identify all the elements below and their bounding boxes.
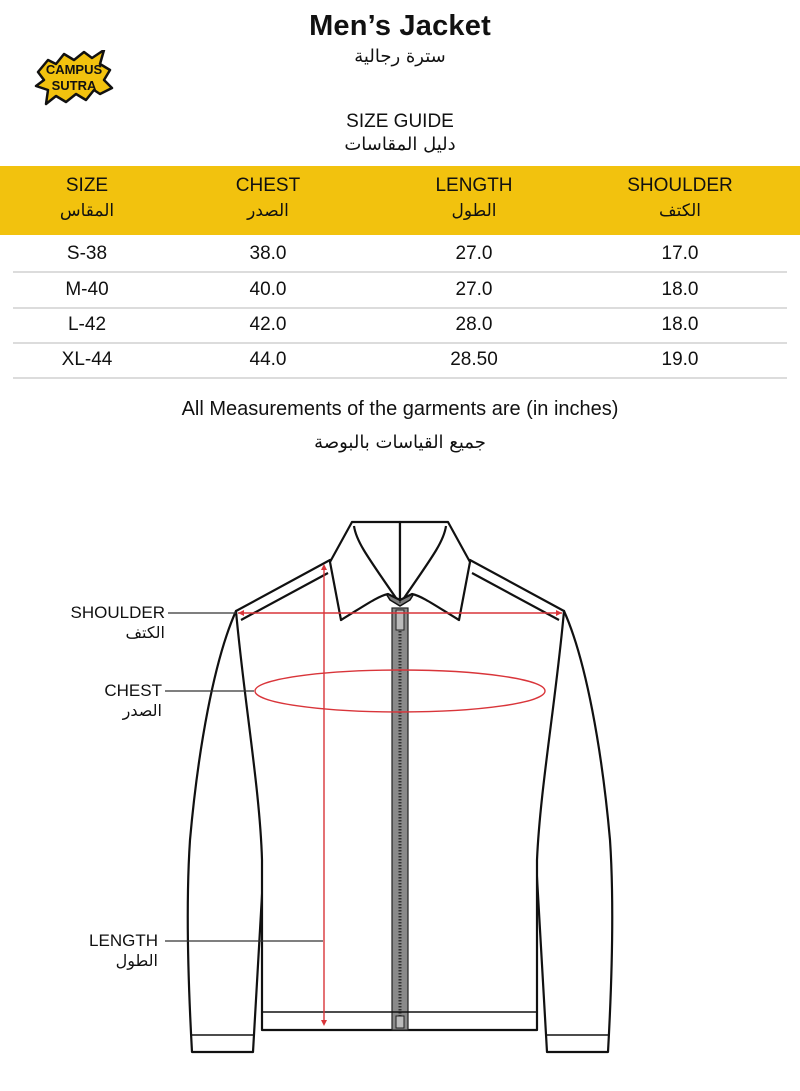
cell-chest: 38.0 [249,243,287,264]
measurement-note-arabic: جميع القياسات بالبوصة [314,432,486,453]
chest-label: CHEST الصدر [104,681,162,720]
table-row [13,343,787,379]
svg-text:SUTRA: SUTRA [51,78,97,93]
cell-shoulder: 19.0 [661,349,699,370]
length-label: LENGTH الطول [89,931,158,970]
page-title-arabic: سترة رجالية [354,46,446,67]
cell-size: S-38 [66,243,108,264]
cell-chest: 40.0 [249,279,287,300]
column-header-length: LENGTH الطول [435,175,513,221]
cell-size: L-42 [67,314,107,335]
cell-size: XL-44 [61,349,113,370]
column-header-chest: CHEST الصدر [235,175,301,221]
brand-logo [34,50,114,106]
table-row [13,237,787,273]
cell-length: 27.0 [455,279,493,300]
table-row [13,273,787,309]
cell-shoulder: 18.0 [661,279,699,300]
shoulder-label: SHOULDER الكتف [70,603,165,642]
svg-text:CAMPUS: CAMPUS [45,62,103,77]
measurement-note: All Measurements of the garments are (in inches) [181,398,619,420]
cell-chest: 44.0 [249,349,287,370]
cell-chest: 42.0 [249,314,287,335]
column-header-shoulder: SHOULDER الكتف [627,175,733,221]
page-title: Men’s Jacket [309,10,491,42]
size-guide-heading-arabic: دليل المقاسات [344,134,456,155]
cell-shoulder: 17.0 [661,243,699,264]
table-header [0,166,800,235]
cell-length: 28.50 [450,349,498,370]
column-header-size: SIZE المقاس [59,175,115,221]
cell-length: 28.0 [455,314,493,335]
cell-length: 27.0 [455,243,493,264]
campus-sutra-logo-icon [34,50,114,106]
cell-shoulder: 18.0 [661,314,699,335]
size-guide-heading: SIZE GUIDE [346,111,454,132]
table-row [13,308,787,344]
jacket-diagram [0,500,800,1091]
cell-size: M-40 [65,279,109,300]
